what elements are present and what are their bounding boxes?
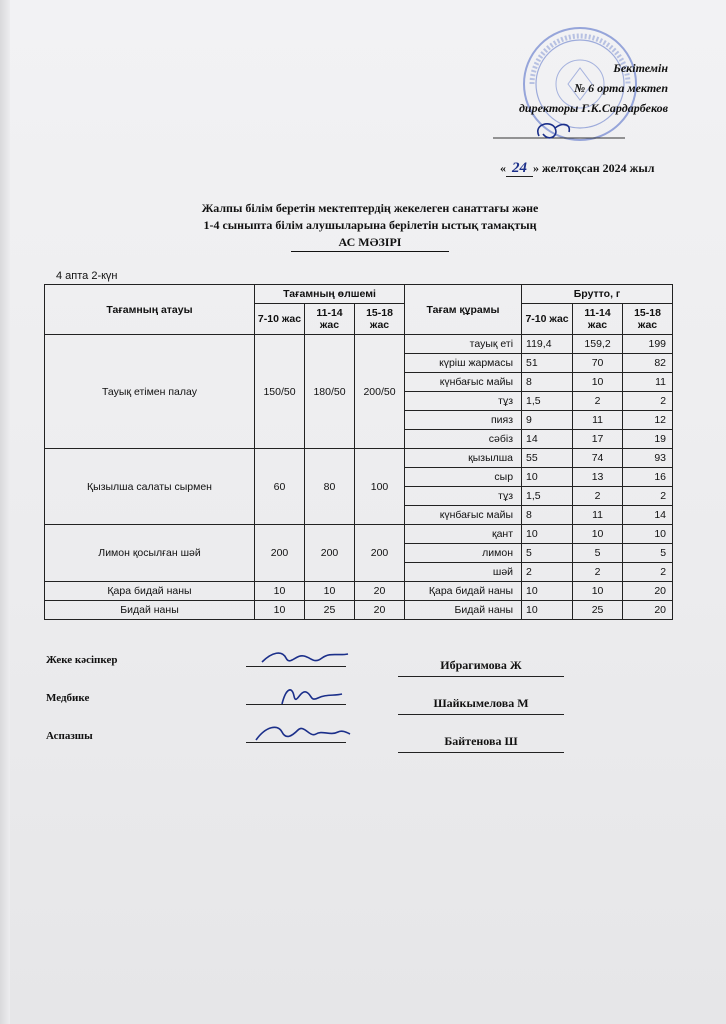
ingredient-name: сыр xyxy=(405,468,522,487)
ingredient-name: Қара бидай наны xyxy=(405,582,522,601)
ingredient-name: күріш жармасы xyxy=(405,354,522,373)
ingredient-name: қант xyxy=(405,525,522,544)
menu-table xyxy=(44,284,673,620)
header-portion: Тағамның өлшемі xyxy=(255,285,405,304)
brutto-value: 16 xyxy=(623,468,673,487)
header-portion-age-15-18: 15-18 жас xyxy=(355,304,405,335)
dish-name: Лимон қосылған шәй xyxy=(45,525,255,582)
portion-value: 200/50 xyxy=(355,335,405,449)
director-signature xyxy=(493,118,625,144)
brutto-value: 11 xyxy=(573,411,623,430)
portion-value: 150/50 xyxy=(255,335,305,449)
approval-director: директоры Г.К.Сардарбеков xyxy=(518,101,668,115)
date-month-year: желтоқсан 2024 жыл xyxy=(542,161,655,175)
header-ingredients: Тағам құрамы xyxy=(405,285,522,335)
ingredient-name: Бидай наны xyxy=(405,601,522,620)
ingredient-name: тұз xyxy=(405,487,522,506)
brutto-value: 5 xyxy=(623,544,673,563)
header-portion-age-7-10: 7-10 жас xyxy=(255,304,305,335)
header-brutto-age-11-14: 11-14 жас xyxy=(573,304,623,335)
brutto-value: 2 xyxy=(573,487,623,506)
dish-name: Тауық етімен палау xyxy=(45,335,255,449)
brutto-value: 93 xyxy=(623,449,673,468)
approval-block xyxy=(519,58,668,118)
brutto-value: 25 xyxy=(573,601,623,620)
dish-name: Бидай наны xyxy=(45,601,255,620)
brutto-value: 14 xyxy=(623,506,673,525)
signature-name: Ибрагимова Ж xyxy=(398,658,564,677)
portion-value: 80 xyxy=(305,449,355,525)
portion-value: 20 xyxy=(355,601,405,620)
brutto-value: 13 xyxy=(573,468,623,487)
brutto-value: 10 xyxy=(522,582,573,601)
brutto-value: 1,5 xyxy=(522,392,573,411)
brutto-value: 159,2 xyxy=(573,335,623,354)
signature-role: Жеке кәсіпкер xyxy=(46,654,118,666)
header-dish-name: Тағамның атауы xyxy=(45,285,255,335)
menu-table-body xyxy=(45,335,673,620)
portion-value: 200 xyxy=(255,525,305,582)
header-brutto: Брутто, г xyxy=(522,285,673,304)
dish-name: Қызылша салаты сырмен xyxy=(45,449,255,525)
signature-block xyxy=(46,650,606,764)
signature-name: Шайкымелова М xyxy=(398,696,564,715)
brutto-value: 8 xyxy=(522,373,573,392)
brutto-value: 70 xyxy=(573,354,623,373)
brutto-value: 20 xyxy=(623,582,673,601)
portion-value: 200 xyxy=(355,525,405,582)
brutto-value: 82 xyxy=(623,354,673,373)
brutto-value: 17 xyxy=(573,430,623,449)
brutto-value: 10 xyxy=(573,582,623,601)
title-main: АС МӘЗІРІ xyxy=(291,234,450,252)
brutto-value: 10 xyxy=(573,373,623,392)
handwritten-signature xyxy=(252,720,352,748)
brutto-value: 199 xyxy=(623,335,673,354)
portion-value: 10 xyxy=(255,601,305,620)
brutto-value: 10 xyxy=(522,525,573,544)
ingredient-name: қызылша xyxy=(405,449,522,468)
brutto-value: 74 xyxy=(573,449,623,468)
ingredient-name: тауық еті xyxy=(405,335,522,354)
brutto-value: 11 xyxy=(623,373,673,392)
portion-value: 20 xyxy=(355,582,405,601)
ingredient-name: тұз xyxy=(405,392,522,411)
portion-value: 10 xyxy=(305,582,355,601)
signature-line xyxy=(246,742,346,743)
brutto-value: 51 xyxy=(522,354,573,373)
approval-school: № 6 орта мектеп xyxy=(574,81,668,95)
signature-line xyxy=(246,666,346,667)
brutto-value: 2 xyxy=(623,563,673,582)
signature-role: Медбике xyxy=(46,692,90,704)
brutto-value: 10 xyxy=(522,468,573,487)
brutto-value: 8 xyxy=(522,506,573,525)
brutto-value: 14 xyxy=(522,430,573,449)
brutto-value: 10 xyxy=(573,525,623,544)
signature-row-cook xyxy=(46,726,606,764)
paper-edge xyxy=(0,0,10,1024)
table-row xyxy=(45,449,673,468)
date-day: 24 xyxy=(506,160,533,177)
table-row xyxy=(45,582,673,601)
portion-value: 180/50 xyxy=(305,335,355,449)
brutto-value: 2 xyxy=(573,563,623,582)
title-line-1: Жалпы білім беретін мектептердің жекелеген санаттағы және xyxy=(201,201,539,215)
signature-line xyxy=(246,704,346,705)
brutto-value: 2 xyxy=(623,487,673,506)
signature-role: Аспазшы xyxy=(46,730,93,742)
brutto-value: 11 xyxy=(573,506,623,525)
brutto-value: 20 xyxy=(623,601,673,620)
brutto-value: 12 xyxy=(623,411,673,430)
ingredient-name: шәй xyxy=(405,563,522,582)
portion-value: 200 xyxy=(305,525,355,582)
portion-value: 10 xyxy=(255,582,305,601)
header-brutto-age-7-10: 7-10 жас xyxy=(522,304,573,335)
brutto-value: 2 xyxy=(623,392,673,411)
brutto-value: 9 xyxy=(522,411,573,430)
brutto-value: 1,5 xyxy=(522,487,573,506)
brutto-value: 5 xyxy=(573,544,623,563)
ingredient-name: лимон xyxy=(405,544,522,563)
ingredient-name: күнбағыс майы xyxy=(405,506,522,525)
table-row xyxy=(45,525,673,544)
brutto-value: 2 xyxy=(522,563,573,582)
ingredient-name: пияз xyxy=(405,411,522,430)
dish-name: Қара бидай наны xyxy=(45,582,255,601)
header-portion-age-11-14: 11-14 жас xyxy=(305,304,355,335)
handwritten-signature xyxy=(252,644,352,672)
brutto-value: 19 xyxy=(623,430,673,449)
brutto-value: 10 xyxy=(522,601,573,620)
portion-value: 60 xyxy=(255,449,305,525)
brutto-value: 5 xyxy=(522,544,573,563)
brutto-value: 119,4 xyxy=(522,335,573,354)
signature-name: Байтенова Ш xyxy=(398,734,564,753)
handwritten-signature xyxy=(252,682,352,710)
document-title xyxy=(130,200,610,252)
portion-value: 25 xyxy=(305,601,355,620)
approval-heading: Бекітемін xyxy=(613,61,668,75)
brutto-value: 10 xyxy=(623,525,673,544)
brutto-value: 2 xyxy=(573,392,623,411)
table-row xyxy=(45,601,673,620)
portion-value: 100 xyxy=(355,449,405,525)
ingredient-name: күнбағыс майы xyxy=(405,373,522,392)
brutto-value: 55 xyxy=(522,449,573,468)
header-brutto-age-15-18: 15-18 жас xyxy=(623,304,673,335)
table-row xyxy=(45,335,673,354)
week-day-label: 4 апта 2-күн xyxy=(56,270,118,282)
title-line-2: 1-4 сыныпта білім алушыларына берілетін ыстық тамақтың xyxy=(203,218,537,232)
approval-date: « 24 » желтоқсан 2024 жыл xyxy=(500,160,655,176)
ingredient-name: сәбіз xyxy=(405,430,522,449)
